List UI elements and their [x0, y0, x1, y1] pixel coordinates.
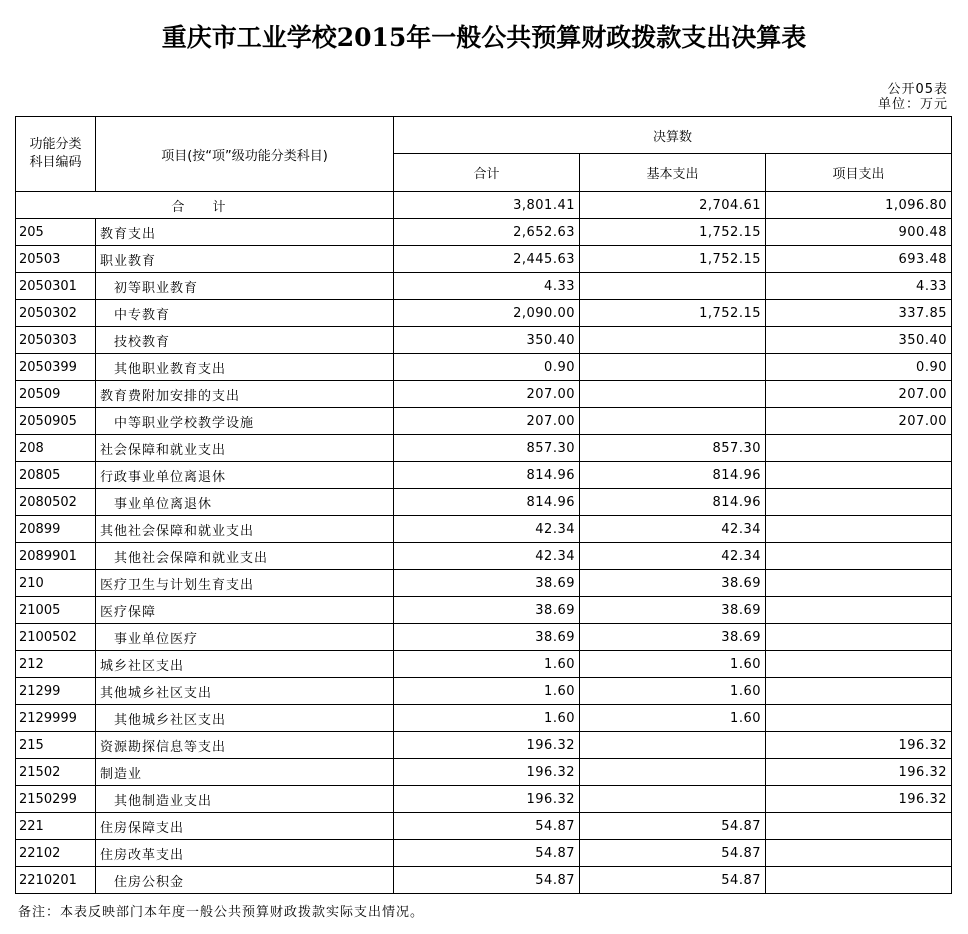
table-row	[16, 705, 952, 732]
table-meta	[878, 82, 948, 112]
row-project: 0.90	[766, 354, 952, 381]
row-code: 215	[16, 732, 96, 759]
row-total: 1.60	[394, 705, 580, 732]
table-row	[16, 597, 952, 624]
row-project	[766, 462, 952, 489]
row-item-name: 医疗保障	[96, 597, 394, 624]
header-basic: 基本支出	[580, 154, 766, 192]
row-basic	[580, 786, 766, 813]
row-code: 22102	[16, 840, 96, 867]
total-amount: 3,801.41	[394, 192, 580, 219]
row-total: 54.87	[394, 867, 580, 894]
row-code: 205	[16, 219, 96, 246]
row-total: 196.32	[394, 759, 580, 786]
row-total: 1.60	[394, 678, 580, 705]
row-item-name: 中专教育	[96, 300, 394, 327]
row-project	[766, 840, 952, 867]
row-total: 4.33	[394, 273, 580, 300]
row-project: 196.32	[766, 759, 952, 786]
row-item-name: 其他城乡社区支出	[96, 705, 394, 732]
row-basic: 1,752.15	[580, 300, 766, 327]
row-total: 196.32	[394, 786, 580, 813]
row-total: 814.96	[394, 489, 580, 516]
row-code: 20509	[16, 381, 96, 408]
header-project: 项目支出	[766, 154, 952, 192]
row-basic: 814.96	[580, 462, 766, 489]
row-basic	[580, 732, 766, 759]
row-total: 1.60	[394, 651, 580, 678]
row-basic: 1,752.15	[580, 219, 766, 246]
row-total: 2,445.63	[394, 246, 580, 273]
table-row	[16, 219, 952, 246]
row-total: 207.00	[394, 381, 580, 408]
row-item-name: 其他社会保障和就业支出	[96, 516, 394, 543]
row-basic: 38.69	[580, 570, 766, 597]
row-basic: 54.87	[580, 867, 766, 894]
row-project: 337.85	[766, 300, 952, 327]
row-basic: 38.69	[580, 624, 766, 651]
row-item-name: 住房公积金	[96, 867, 394, 894]
table-row	[16, 462, 952, 489]
row-basic: 1.60	[580, 705, 766, 732]
row-item-name: 其他城乡社区支出	[96, 678, 394, 705]
row-basic: 1.60	[580, 678, 766, 705]
row-total: 38.69	[394, 570, 580, 597]
total-basic: 2,704.61	[580, 192, 766, 219]
total-row	[16, 192, 952, 219]
total-label: 合 计	[16, 192, 394, 219]
row-code: 2089901	[16, 543, 96, 570]
row-code: 20503	[16, 246, 96, 273]
row-total: 42.34	[394, 543, 580, 570]
table-row	[16, 651, 952, 678]
row-basic	[580, 759, 766, 786]
row-project: 4.33	[766, 273, 952, 300]
header-total: 合计	[394, 154, 580, 192]
table-row	[16, 354, 952, 381]
row-code: 2150299	[16, 786, 96, 813]
table-row	[16, 246, 952, 273]
row-item-name: 其他社会保障和就业支出	[96, 543, 394, 570]
row-item-name: 城乡社区支出	[96, 651, 394, 678]
row-code: 2050905	[16, 408, 96, 435]
header-item: 项目(按“项”级功能分类科目)	[96, 117, 394, 192]
row-project	[766, 570, 952, 597]
table-row	[16, 327, 952, 354]
row-basic: 42.34	[580, 543, 766, 570]
row-basic	[580, 381, 766, 408]
row-item-name: 教育费附加安排的支出	[96, 381, 394, 408]
total-project: 1,096.80	[766, 192, 952, 219]
table-row	[16, 624, 952, 651]
row-item-name: 医疗卫生与计划生育支出	[96, 570, 394, 597]
row-basic: 1.60	[580, 651, 766, 678]
row-item-name: 资源勘探信息等支出	[96, 732, 394, 759]
row-basic: 42.34	[580, 516, 766, 543]
row-item-name: 住房保障支出	[96, 813, 394, 840]
row-basic: 814.96	[580, 489, 766, 516]
row-total: 54.87	[394, 813, 580, 840]
row-total: 814.96	[394, 462, 580, 489]
header-settlement: 决算数	[394, 117, 952, 154]
table-row	[16, 300, 952, 327]
table-row	[16, 435, 952, 462]
table-row	[16, 381, 952, 408]
row-item-name: 其他职业教育支出	[96, 354, 394, 381]
row-project	[766, 651, 952, 678]
row-code: 21005	[16, 597, 96, 624]
row-project	[766, 543, 952, 570]
row-total: 857.30	[394, 435, 580, 462]
row-code: 2050301	[16, 273, 96, 300]
row-item-name: 行政事业单位离退休	[96, 462, 394, 489]
row-project	[766, 624, 952, 651]
row-item-name: 中等职业学校教学设施	[96, 408, 394, 435]
table-row	[16, 786, 952, 813]
table-row	[16, 840, 952, 867]
row-project	[766, 489, 952, 516]
row-item-name: 住房改革支出	[96, 840, 394, 867]
table-row	[16, 489, 952, 516]
row-basic: 857.30	[580, 435, 766, 462]
row-code: 2100502	[16, 624, 96, 651]
unit-label: 单位：万元	[877, 97, 948, 112]
table-row	[16, 543, 952, 570]
row-total: 42.34	[394, 516, 580, 543]
footnote: 备注：本表反映部门本年度一般公共预算财政拨款实际支出情况。	[18, 905, 425, 920]
row-code: 2050399	[16, 354, 96, 381]
row-item-name: 教育支出	[96, 219, 394, 246]
row-code: 212	[16, 651, 96, 678]
table-row	[16, 516, 952, 543]
row-total: 2,652.63	[394, 219, 580, 246]
row-item-name: 事业单位离退休	[96, 489, 394, 516]
row-project	[766, 516, 952, 543]
row-item-name: 初等职业教育	[96, 273, 394, 300]
row-total: 38.69	[394, 624, 580, 651]
row-project	[766, 597, 952, 624]
settlement-table	[15, 116, 952, 894]
row-item-name: 技校教育	[96, 327, 394, 354]
form-number: 公开05表	[887, 82, 948, 97]
row-project: 207.00	[766, 408, 952, 435]
row-total: 54.87	[394, 840, 580, 867]
row-item-name: 社会保障和就业支出	[96, 435, 394, 462]
row-item-name: 职业教育	[96, 246, 394, 273]
row-total: 38.69	[394, 597, 580, 624]
row-basic: 54.87	[580, 813, 766, 840]
row-basic: 1,752.15	[580, 246, 766, 273]
row-code: 221	[16, 813, 96, 840]
row-project: 350.40	[766, 327, 952, 354]
row-code: 2129999	[16, 705, 96, 732]
row-project	[766, 678, 952, 705]
row-item-name: 制造业	[96, 759, 394, 786]
table-row	[16, 732, 952, 759]
row-code: 20805	[16, 462, 96, 489]
row-total: 2,090.00	[394, 300, 580, 327]
table-row	[16, 678, 952, 705]
row-project: 207.00	[766, 381, 952, 408]
row-project: 693.48	[766, 246, 952, 273]
page-title: 重庆市工业学校2015年一般公共预算财政拨款支出决算表	[161, 23, 807, 52]
row-total: 0.90	[394, 354, 580, 381]
row-code: 2210201	[16, 867, 96, 894]
row-basic	[580, 273, 766, 300]
header-code: 功能分类 科目编码	[16, 117, 96, 192]
row-project	[766, 813, 952, 840]
row-code: 2050302	[16, 300, 96, 327]
row-item-name: 事业单位医疗	[96, 624, 394, 651]
row-basic	[580, 354, 766, 381]
table-row	[16, 813, 952, 840]
row-code: 208	[16, 435, 96, 462]
table-row	[16, 867, 952, 894]
table-row	[16, 570, 952, 597]
row-project: 196.32	[766, 786, 952, 813]
row-total: 207.00	[394, 408, 580, 435]
row-code: 210	[16, 570, 96, 597]
table-row	[16, 273, 952, 300]
row-basic: 54.87	[580, 840, 766, 867]
row-code: 21502	[16, 759, 96, 786]
row-item-name: 其他制造业支出	[96, 786, 394, 813]
row-code: 2080502	[16, 489, 96, 516]
row-basic: 38.69	[580, 597, 766, 624]
row-code: 2050303	[16, 327, 96, 354]
table-row	[16, 759, 952, 786]
row-project	[766, 705, 952, 732]
row-project	[766, 435, 952, 462]
row-code: 20899	[16, 516, 96, 543]
row-basic	[580, 408, 766, 435]
row-total: 350.40	[394, 327, 580, 354]
row-project: 900.48	[766, 219, 952, 246]
row-project	[766, 867, 952, 894]
row-project: 196.32	[766, 732, 952, 759]
row-code: 21299	[16, 678, 96, 705]
row-basic	[580, 327, 766, 354]
table-row	[16, 408, 952, 435]
row-total: 196.32	[394, 732, 580, 759]
